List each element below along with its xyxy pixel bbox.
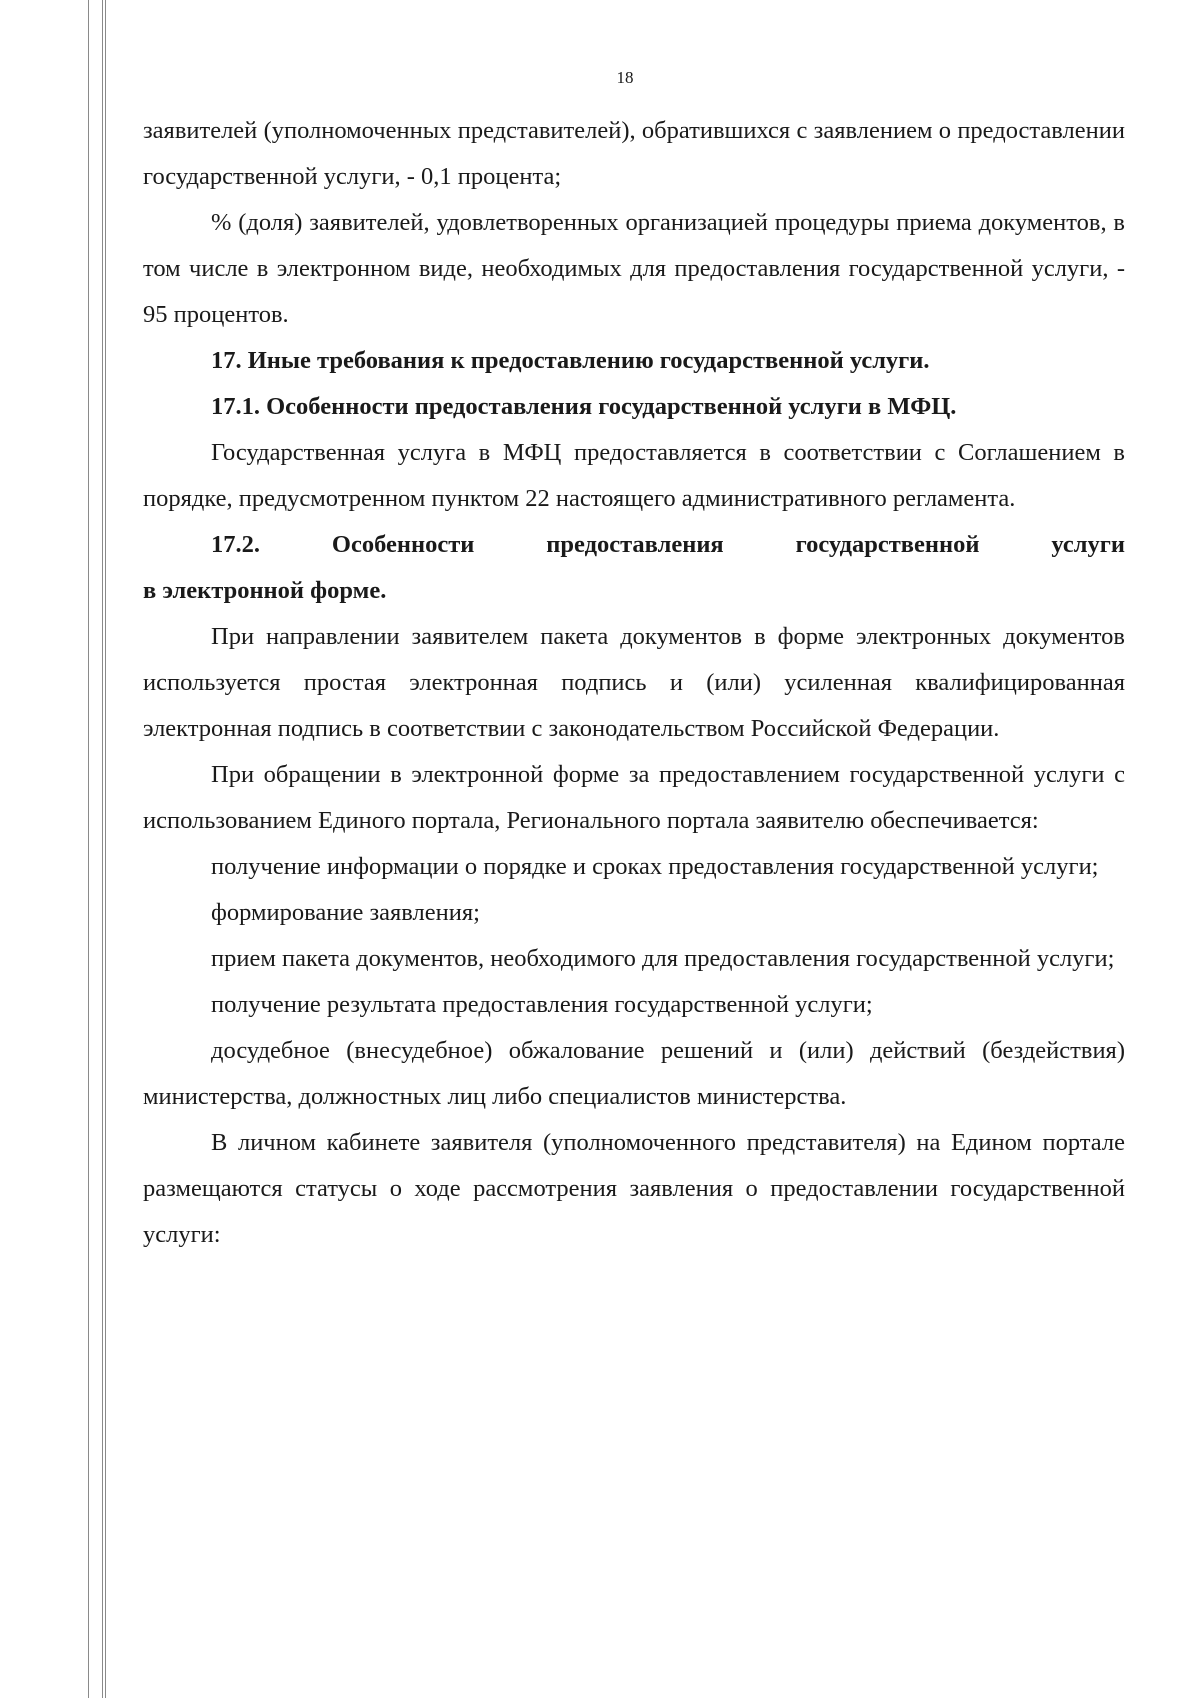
heading-section-17-1: 17.1. Особенности предоставления государственной услуги в МФЦ.: [211, 393, 957, 420]
binding-margin-lines: [88, 0, 118, 1698]
paragraph-electronic-request: При обращении в электронной форме за предоставлением государственной услуги с использованием Единого портала, Регионального портала заявителю обеспечивается:: [143, 761, 1125, 834]
list-item-appeal: досудебное (внесудебное) обжалование решений и (или) действий (бездействия) министерства, должностных лиц либо специалистов министерства.: [143, 1037, 1125, 1110]
document-body: [143, 108, 1125, 1258]
list-item-info: получение информации о порядке и сроках предоставления государственной услуги;: [211, 853, 1099, 880]
paragraph-personal-account: В личном кабинете заявителя (уполномоченного представителя) на Едином портале размещаются статусы о ходе рассмотрения заявления о предоставлении государственной услуги:: [143, 1129, 1125, 1248]
list-item-application: формирование заявления;: [211, 899, 480, 926]
heading-section-17-2-line2: в электронной форме.: [143, 577, 387, 604]
heading-section-17: 17. Иные требования к предоставлению государственной услуги.: [211, 347, 930, 374]
paragraph-mfc-service: Государственная услуга в МФЦ предоставляется в соответствии с Соглашением в порядке, предусмотренном пунктом 22 настоящего административного регламента.: [143, 439, 1125, 512]
paragraph-applicants-share: заявителей (уполномоченных представителей), обратившихся с заявлением о предоставлении государственной услуги, - 0,1 процента;: [143, 117, 1125, 190]
list-item-result: получение результата предоставления государственной услуги;: [211, 991, 873, 1018]
paragraph-satisfied-share: % (доля) заявителей, удовлетворенных организацией процедуры приема документов, в том числе в электронном виде, необходимых для предоставления государственной услуги, - 95 процентов.: [143, 209, 1125, 328]
list-item-documents: прием пакета документов, необходимого для предоставления государственной услуги;: [211, 945, 1115, 972]
paragraph-electronic-signature: При направлении заявителем пакета документов в форме электронных документов используется простая электронная подпись и (или) усиленная квалифицированная электронная подпись в соответствии с законодательством Российской Федерации.: [143, 623, 1125, 742]
heading-section-17-2-line1: 17.2. Особенности предоставления государственной услуги: [211, 531, 1125, 558]
page-number: 18: [616, 68, 634, 87]
